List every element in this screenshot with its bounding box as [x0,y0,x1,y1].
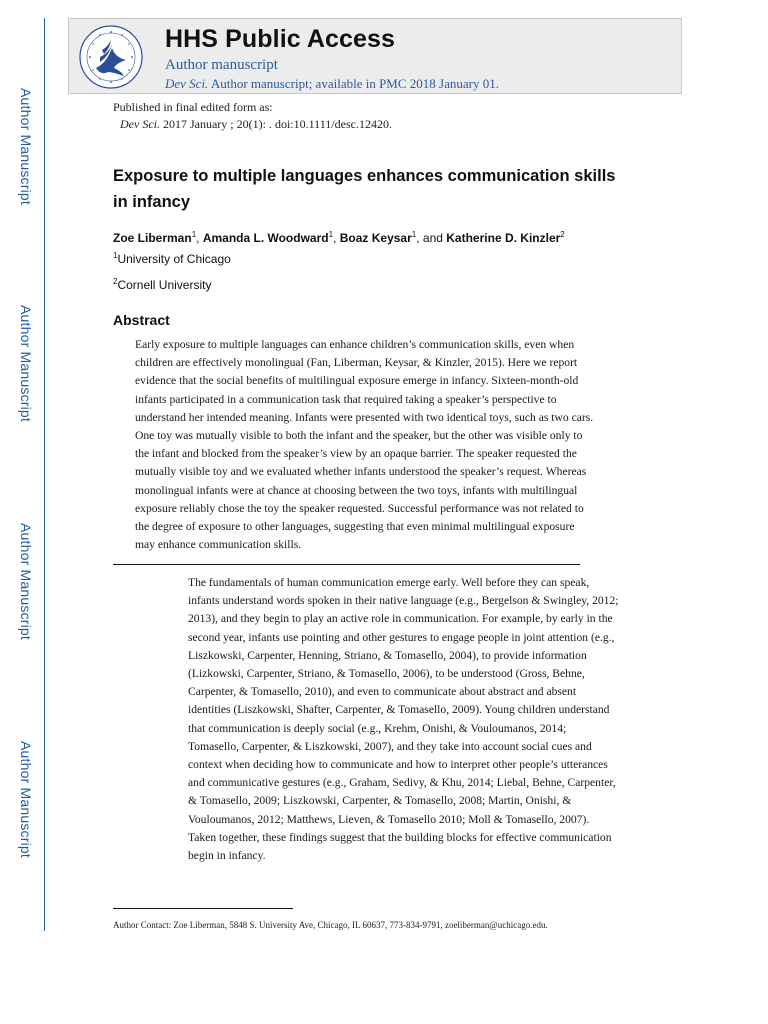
author-name: Katherine D. Kinzler [446,231,561,245]
body-line: & Tomasello, 2009; Liszkowski, Carpenter, & Tomasello, 2008; Martin, Onishi, & [188,794,572,808]
body-line: and communicative gestures (e.g., Graham, Sedivy, & Khu, 2014; Liebal, Behne, Carpenter, [188,776,616,790]
author-affiliation-marker: 1 [191,230,197,239]
footnote-divider [113,908,293,909]
affiliation-marker: 2 [113,277,118,286]
published-citation-text: 2017 January ; 20(1): . doi:10.1111/desc.12420. [159,117,392,131]
abstract-line: mutually visible toy and we evaluated whether infants understood the speaker’s request. Whereas [135,465,587,479]
abstract-line: One toy was mutually visible to both the infant and the speaker, but the other was visible only to [135,429,583,443]
hhs-public-access-title: HHS Public Access [165,25,396,53]
article-title [113,163,673,215]
pmc-availability-text: Author manuscript; available in PMC 2018 January 01. [208,76,499,91]
author-separator: , and [416,231,447,245]
abstract-line: the degree of exposure to other languages, suggesting that even minimal multilingual exposure [135,520,575,534]
body-line: Taken together, these findings suggest that the building blocks for effective communication [188,830,612,844]
journal-abbrev[interactable]: Dev Sci. [165,76,209,91]
author-contact-footnote: Author Contact: Zoe Liberman, 5848 S. University Ave, Chicago, IL 60637, 773-834-9791, zoeliberman@uchicago.edu. [113,920,548,930]
abstract-line: Early exposure to multiple languages can enhance children’s communication skills, even when [135,338,575,351]
body-line: infants understand words spoken in their native language (e.g., Bergelson & Swingley, 2012; [188,594,619,608]
body-paragraph [188,574,658,865]
affiliation-marker: 1 [113,251,118,260]
author-list [113,231,565,245]
body-line: Carpenter, & Tomasello, 2010), and even to communicate about abstract and absent [188,685,577,699]
author-separator: , [196,231,203,245]
side-label-author-manuscript-2: Author Manuscript [18,305,34,423]
affiliation-text: University of Chicago [117,252,231,266]
abstract-line: infants participated in a communication task that required taking a speaker’s perspective to [135,392,557,406]
body-line: identities (Liszkowski, Shafter, Carpenter, & Tomasello, 2009). Young children understand [188,703,610,717]
author-manuscript-label: Author manuscript [165,57,278,73]
author-name: Zoe Liberman [113,231,192,245]
body-line: begin in infancy. [188,849,266,863]
body-line: 2013), and they begin to play an active role in communication. For example, by early in the [188,612,613,626]
side-label-author-manuscript-1: Author Manuscript [18,88,34,206]
abstract-divider [113,564,580,565]
body-line: Liszkowski, Carpenter, Henning, Striano, & Tomasello, 2004), to provide information [188,648,587,662]
abstract-line: may enhance communication skills. [135,538,302,552]
title-line: Exposure to multiple languages enhances communication skills [113,167,616,185]
body-line: The fundamentals of human communication emerge early. Well before they can speak, [188,576,590,589]
abstract-line: children are effectively monolingual (Fan, Liberman, Keysar, & Kinzler, 2015). Here we report [135,356,578,370]
published-label: Published in final edited form as: [113,100,273,114]
affiliation-cornell [113,278,211,292]
side-label-author-manuscript-3: Author Manuscript [18,523,34,641]
author-name: Boaz Keysar [339,231,412,245]
abstract-line: exposure reliably chose the toy the speaker requested. Successful performance was not related to [135,501,584,515]
abstract-line: evidence that the social benefits of multilingual exposure emerge in infancy. Sixteen-month-old [135,374,579,388]
abstract-line: the infant and blocked from the speaker’s view by an opaque barrier. The speaker requested the [135,447,577,461]
author-affiliation-marker: 1 [411,230,417,239]
hhs-header [68,18,682,94]
side-divider [44,18,45,931]
published-citation [120,117,392,132]
body-line: context when deciding how to communicate and how to interpret other people’s utterances [188,758,608,772]
hhs-eagle-seal-icon [78,24,144,90]
title-line: in infancy [113,193,191,211]
author-affiliation-marker: 1 [328,230,334,239]
pmc-availability-line [165,76,499,92]
affiliation-chicago [113,252,231,266]
author-name: Amanda L. Woodward [202,231,329,245]
author-separator: , [333,231,340,245]
body-line: Tomasello, Carpenter, & Liszkowski, 2007), and they take into account social cues and [188,739,592,753]
abstract-heading: Abstract [113,312,170,328]
body-line: second year, infants use pointing and other gestures to engage people in joint attention (e.g., [188,630,615,644]
published-journal: Dev Sci. [120,117,160,131]
side-label-author-manuscript-4: Author Manuscript [18,741,34,859]
body-line: (Lizkowski, Carpenter, Striano, & Tomasello, 2006), to be understood (Gross, Behne, [188,667,585,681]
body-line: Vouloumanos, 2012; Matthews, Lieven, & Tomasello 2010; Moll & Tomasello, 2007). [188,812,590,826]
abstract-line: monolingual infants were at chance at choosing between the two toys, infants with multilingual [135,483,578,497]
abstract-body [135,336,655,554]
affiliation-text: Cornell University [117,278,212,292]
abstract-line: understand her intended meaning. Infants were presented with two identical toys, such as two cars. [135,410,594,424]
body-line: that communication is deeply social (e.g., Krehm, Onishi, & Vouloumanos, 2014; [188,721,567,735]
author-affiliation-marker: 2 [560,230,565,239]
